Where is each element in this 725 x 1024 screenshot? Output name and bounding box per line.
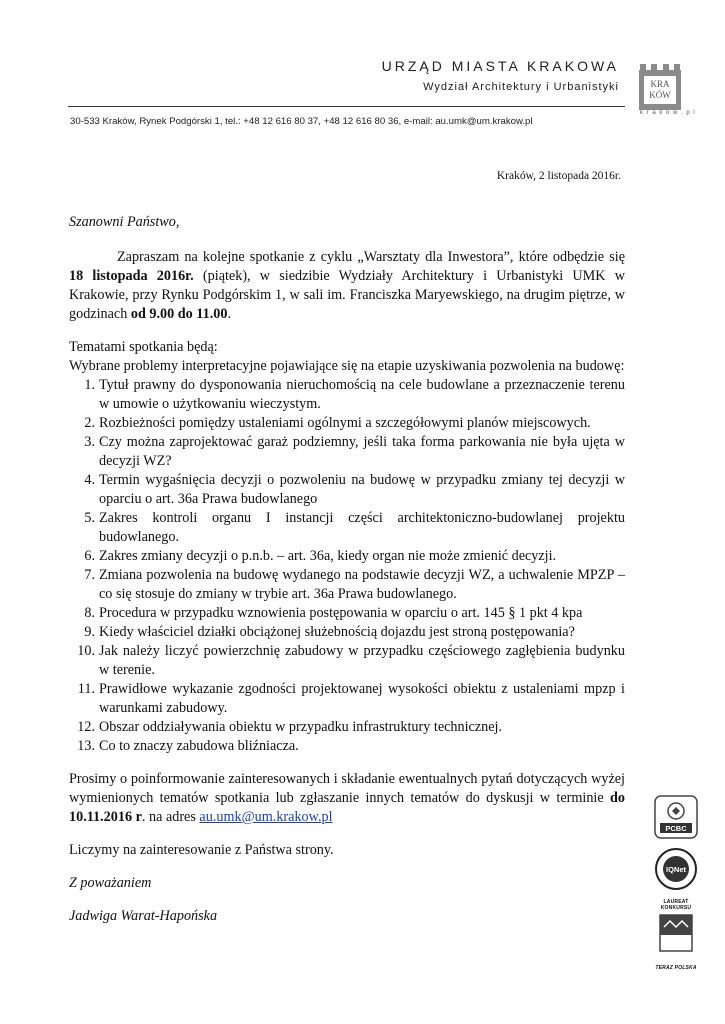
- list-text: Zmiana pozwolenia na budowę wydanego na podstawie decyzji WZ, a uchwalenie MPZP – co się stosuje do zmiany w trybie art. 36a Prawa budowlanego.: [99, 567, 625, 602]
- list-text: Kiedy właściciel działki obciążonej służebnością dojazdu jest stroną postępowania?: [99, 624, 575, 640]
- list-item: [69, 414, 625, 433]
- closing-paragraph: [69, 770, 625, 827]
- list-text: Termin wygaśnięcia decyzji o pozwoleniu na budowę w przypadku zmiany tej decyzji w oparciu o art. 36a Prawa budowlanego: [99, 472, 625, 507]
- iqnet-badge: [654, 847, 698, 891]
- list-item: [69, 737, 625, 756]
- intro-text-3: .: [227, 306, 231, 322]
- logo-text-top: KRA: [650, 79, 670, 89]
- list-text: Zakres kontroli organu I instancji części architektoniczno-budowlanej projektu budowlanego.: [99, 510, 625, 545]
- pcbc-label: PCBC: [665, 824, 687, 833]
- office-address: 30-533 Kraków, Rynek Podgórski 1, tel.: +48 12 616 80 37, +48 12 616 80 36, e-mail: au.umk@um.krakow.pl: [70, 116, 533, 127]
- topics-list: [69, 376, 625, 756]
- laureat-label: LAUREAT KONKURSU: [660, 899, 692, 911]
- list-text: Rozbieżności pomiędzy ustaleniami ogólnymi a szczegółowymi planów miejscowych.: [99, 415, 591, 431]
- list-item: [69, 642, 625, 680]
- department-name: Wydział Architektury i Urbanistyki: [423, 81, 619, 93]
- thanks-line: Liczymy na zainteresowanie z Państwa strony.: [69, 842, 334, 858]
- list-item: [69, 509, 625, 547]
- topics-description: Wybrane problemy interpretacyjne pojawiające się na etapie uzyskiwania pozwolenia na budowę:: [69, 358, 625, 374]
- list-text: Obszar oddziaływania obiektu w przypadku infrastruktury technicznej.: [99, 719, 503, 735]
- list-text: Czy można zaprojektować garaż podziemny, jeśli taka forma parkowania nie była ujęta w decyzji WZ?: [99, 434, 625, 469]
- intro-text-1: Zapraszam na kolejne spotkanie z cyklu „Warsztaty dla Inwestora”, które odbędzie się: [117, 249, 625, 265]
- list-item: [69, 718, 625, 737]
- meeting-date: 18 listopada 2016r.: [69, 268, 194, 284]
- submission-deadline: do 10.11.2016 r: [69, 790, 625, 825]
- list-text: Zakres zmiany decyzji o p.n.b. – art. 36a, kiedy organ nie może zmienić decyzji.: [99, 548, 557, 564]
- list-item: [69, 604, 625, 623]
- list-number: 3.: [84, 434, 95, 450]
- list-text: Procedura w przypadku wznowienia postępowania w oparciu o art. 145 § 1 pkt 4 kpa: [99, 605, 583, 621]
- list-item: [69, 376, 625, 414]
- list-number: 7.: [84, 567, 95, 583]
- list-number: 1.: [84, 377, 95, 393]
- list-number: 5.: [84, 510, 95, 526]
- logo-url: k r a k o w . p l: [640, 110, 696, 116]
- list-number: 9.: [84, 624, 95, 640]
- office-name: URZĄD MIASTA KRAKOWA: [381, 58, 619, 74]
- closing-text-2: . na adres: [141, 809, 200, 825]
- regards-line: Z poważaniem: [69, 875, 152, 891]
- krakow-logo: [638, 62, 682, 110]
- list-text: Jak należy liczyć powierzchnię zabudowy w przypadku częściowego zagłębienia budynku w terenie.: [99, 643, 625, 678]
- list-item: [69, 566, 625, 604]
- list-item: [69, 680, 625, 718]
- list-item: [69, 433, 625, 471]
- teraz-polska-label: TERAZ POLSKA: [655, 965, 697, 971]
- list-number: 8.: [84, 605, 95, 621]
- iqnet-label: IQNet: [665, 865, 687, 874]
- logo-text-bottom: KÓW: [649, 90, 671, 100]
- closing-text-1: Prosimy o poinformowanie zainteresowanych i składanie ewentualnych pytań dotyczących wyżej wymienionych tematów spotkania lub zgłaszanie innych tematów do dyskusji w terminie: [69, 771, 625, 806]
- list-number: 6.: [84, 548, 95, 564]
- letter-date: Kraków, 2 listopada 2016r.: [496, 170, 621, 182]
- list-number: 2.: [84, 415, 95, 431]
- list-text: Co to znaczy zabudowa bliźniacza.: [99, 738, 299, 754]
- list-item: [69, 471, 625, 509]
- teraz-polska-emblem: [658, 913, 694, 957]
- topics-lead: Tematami spotkania będą:: [69, 339, 218, 355]
- email-link[interactable]: au.umk@um.krakow.pl: [199, 809, 333, 825]
- list-number: 4.: [84, 472, 95, 488]
- intro-text-2: (piątek), w siedzibie Wydziały Architektury i Urbanistyki UMK w Krakowie, przy Rynku Podgórskim 1, w sali im. Franciszka Maryewskiego, na drugim piętrze, w godzinach: [69, 268, 625, 322]
- letter-body: [69, 213, 625, 926]
- list-number: 12.: [77, 719, 95, 735]
- meeting-time: od 9.00 do 11.00: [130, 306, 228, 322]
- list-item: [69, 547, 625, 566]
- pcbc-badge: [654, 795, 698, 839]
- list-number: 13.: [77, 738, 95, 754]
- header-divider: [68, 106, 625, 107]
- list-text: Tytuł prawny do dysponowania nieruchomością na cele budowlane a przeznaczenie terenu w umowie o użytkowaniu wieczystym.: [99, 377, 625, 412]
- list-number: 11.: [77, 681, 95, 697]
- certification-badges: [652, 795, 700, 971]
- greeting: Szanowni Państwo,: [69, 214, 180, 230]
- list-text: Prawidłowe wykazanie zgodności projektowanej wysokości obiektu z ustaleniami mpzp i warunkami zabudowy.: [99, 681, 625, 716]
- list-item: [69, 623, 625, 642]
- intro-paragraph: [69, 248, 625, 324]
- list-number: 10.: [77, 643, 95, 659]
- signature-name: Jadwiga Warat-Hapońska: [69, 908, 218, 924]
